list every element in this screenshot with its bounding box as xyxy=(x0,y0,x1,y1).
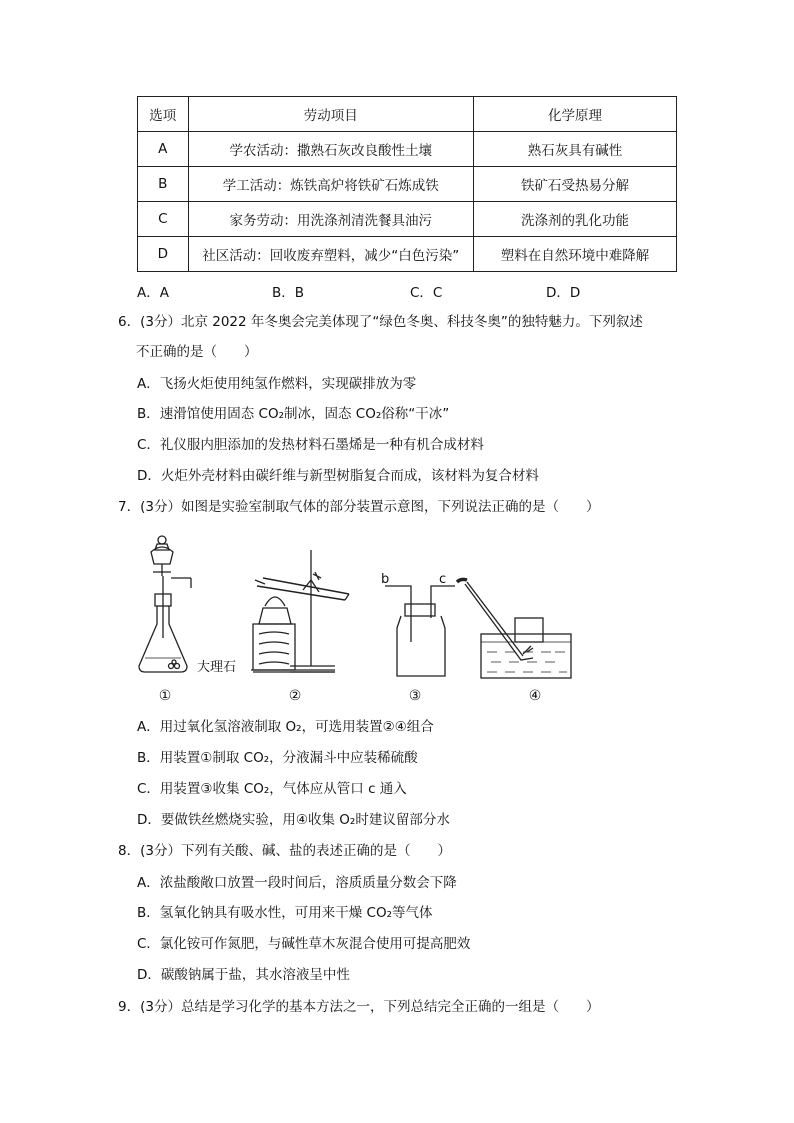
table-header-cell: 选项 xyxy=(138,97,189,132)
table-header-cell: 劳动项目 xyxy=(188,97,473,132)
q7-option-a: A．用过氧化氢溶液制取 O₂，可选用装置②④组合 xyxy=(137,719,434,735)
table-row xyxy=(138,202,677,237)
figure-label-3: ③ xyxy=(408,688,422,704)
q8-option-a: A．浓盐酸敞口放置一段时间后，溶质质量分数会下降 xyxy=(137,875,457,891)
figure-label-2: ② xyxy=(288,688,302,704)
table-cell: 塑料在自然环境中难降解 xyxy=(474,237,677,272)
figure-label-1: ① xyxy=(158,688,172,704)
choice-a: A．A xyxy=(137,285,169,301)
choice-d: D．D xyxy=(546,285,581,301)
table-header-row xyxy=(138,97,677,132)
q7-option-b: B．用装置①制取 CO₂，分液漏斗中应装稀硫酸 xyxy=(137,750,418,766)
table-cell: 社区活动：回收废弃塑料，减少“白色污染” xyxy=(188,237,473,272)
apparatus-4-trough xyxy=(457,579,571,678)
q9-stem: 9．(3分）总结是学习化学的基本方法之一，下列总结完全正确的一组是（ ） xyxy=(118,999,600,1015)
table-row xyxy=(138,237,677,272)
figure-label-4: ④ xyxy=(528,688,542,704)
table-header-cell: 化学原理 xyxy=(474,97,677,132)
apparatus-1-flask xyxy=(139,536,191,672)
q7-stem: 7．(3分）如图是实验室制取气体的部分装置示意图，下列说法正确的是（ ） xyxy=(118,499,600,515)
table-row xyxy=(138,132,677,167)
port-b-label: b xyxy=(381,572,390,587)
q7-option-d: D．要做铁丝燃烧实验，用④收集 O₂时建议留部分水 xyxy=(137,812,450,828)
choice-c: C．C xyxy=(410,285,443,301)
q7-option-c: C．用装置③收集 CO₂，气体应从管口 c 通入 xyxy=(137,781,407,797)
q6-option-d: D．火炬外壳材料由碳纤维与新型树脂复合而成，该材料为复合材料 xyxy=(137,468,539,484)
table-cell: B xyxy=(138,167,189,202)
q6-option-b: B．速滑馆使用固态 CO₂制冰，固态 CO₂俗称“干冰” xyxy=(137,406,450,422)
options-table xyxy=(137,96,677,272)
table-cell: 家务劳动：用洗涤剂清洗餐具油污 xyxy=(188,202,473,237)
table-cell: 学工活动：炼铁高炉将铁矿石炼成铁 xyxy=(188,167,473,202)
table-cell: D xyxy=(138,237,189,272)
q6-option-c: C．礼仪服内胆添加的发热材料石墨烯是一种有机合成材料 xyxy=(137,437,484,453)
q8-option-c: C．氯化铵可作氮肥，与碱性草木灰混合使用可提高肥效 xyxy=(137,936,471,952)
q8-stem: 8．(3分）下列有关酸、碱、盐的表述正确的是（ ） xyxy=(118,843,451,859)
table-cell: C xyxy=(138,202,189,237)
table-cell: 洗涤剂的乳化功能 xyxy=(474,202,677,237)
table-cell: A xyxy=(138,132,189,167)
table-cell: 熟石灰具有碱性 xyxy=(474,132,677,167)
q8-option-d: D．碳酸钠属于盐，其水溶液呈中性 xyxy=(137,967,350,983)
table-row xyxy=(138,167,677,202)
port-c-label: c xyxy=(439,572,447,587)
lab-apparatus-figure xyxy=(135,528,575,708)
q6-option-a: A．飞扬火炬使用纯氢作燃料，实现碳排放为零 xyxy=(137,376,417,392)
table-cell: 学农活动：撒熟石灰改良酸性土壤 xyxy=(188,132,473,167)
q8-option-b: B．氢氧化钠具有吸水性，可用来干燥 CO₂等气体 xyxy=(137,905,433,921)
apparatus-2-heating xyxy=(251,550,349,672)
apparatus-3-bottle xyxy=(385,586,455,676)
q6-stem-line1: 6．(3分）北京 2022 年冬奥会完美体现了“绿色冬奥、科技冬奥”的独特魅力。下列叙述 xyxy=(118,314,643,330)
choice-b: B．B xyxy=(272,285,305,301)
table-cell: 铁矿石受热易分解 xyxy=(474,167,677,202)
marble-label: 大理石 xyxy=(197,660,237,675)
q6-stem-line2: 不正确的是（ ） xyxy=(136,344,258,360)
